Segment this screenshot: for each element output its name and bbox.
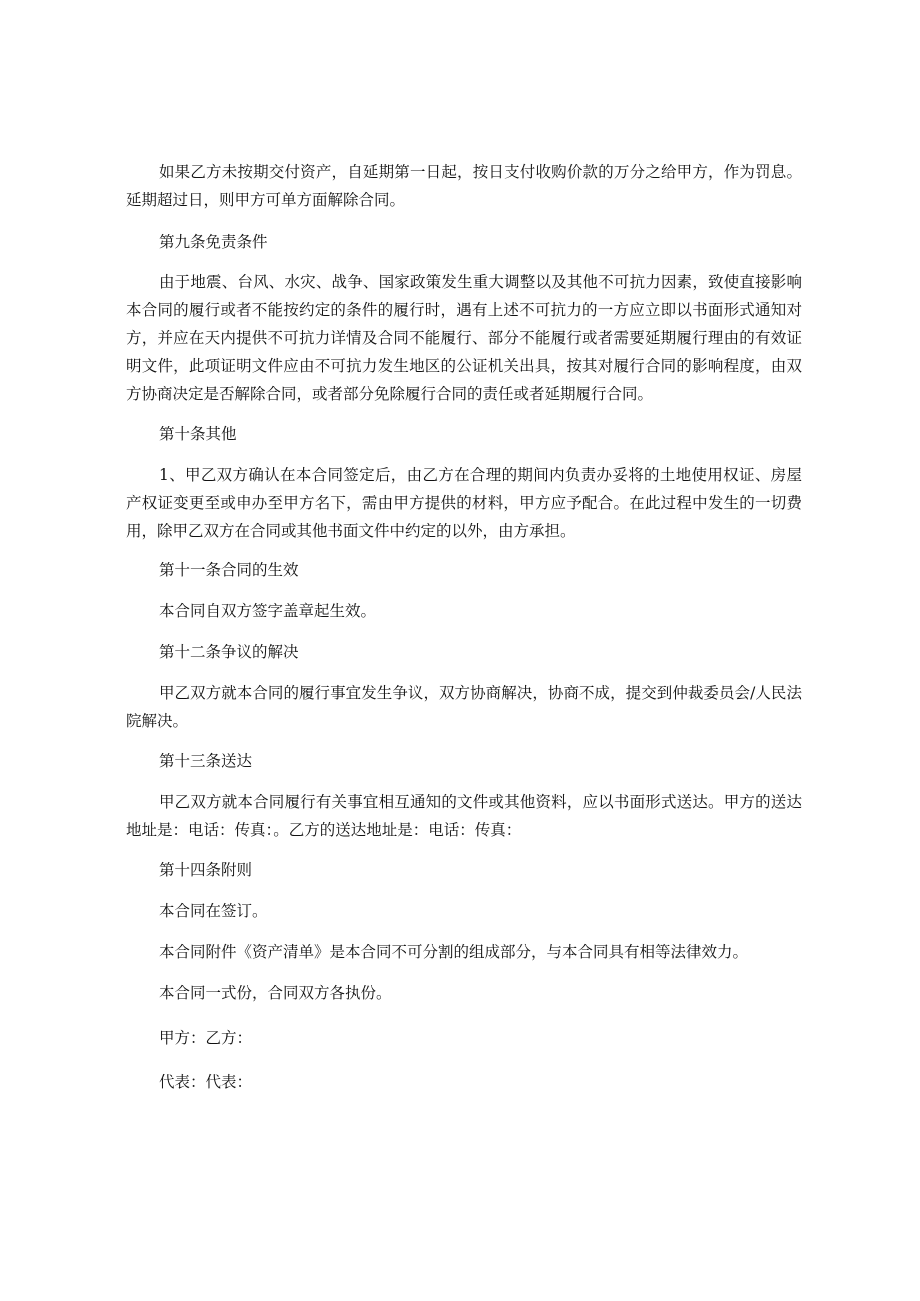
article-10-heading	[126, 420, 802, 448]
paragraph-text: 甲乙双方就本合同的履行事宜发生争议，双方协商解决，协商不成，提交到仲裁委员会/人民法院解决。	[126, 684, 802, 730]
paragraph-text: 本合同一式份，合同双方各执份。	[159, 984, 392, 1002]
paragraph-other-terms	[126, 461, 802, 545]
paragraph-signing	[126, 897, 802, 925]
article-14-heading	[126, 856, 802, 884]
paragraph-force-majeure	[126, 268, 802, 408]
article-12-heading	[126, 638, 802, 666]
paragraph-attachment	[126, 938, 802, 966]
signature-text: 代表：代表：	[159, 1073, 253, 1091]
paragraph-effectiveness	[126, 597, 802, 625]
article-13-heading	[126, 747, 802, 775]
article-9-heading	[126, 228, 802, 256]
signature-parties	[126, 1024, 802, 1052]
paragraph-text: 由于地震、台风、水灾、战争、国家政策发生重大调整以及其他不可抗力因素，致使直接影响本合同的履行或者不能按约定的条件的履行时，遇有上述不可抗力的一方应立即以书面形式通知对方，并应在天内提供不可抗力详情及合同不能履行、部分不能履行或者需要延期履行理由的有效证明文件，此项证明文件应由不可抗力发生地区的公证机关出具，按其对履行合同的影响程度，由双方协商决定是否解除合同，或者部分免除履行合同的责任或者延期履行合同。	[126, 273, 802, 403]
heading-text: 第十四条附则	[159, 861, 253, 879]
paragraph-dispute	[126, 679, 802, 735]
heading-text: 第十一条合同的生效	[159, 561, 299, 579]
paragraph-copies	[126, 979, 802, 1007]
heading-text: 第十条其他	[159, 425, 237, 443]
paragraph-text: 本合同在签订。	[159, 902, 268, 920]
paragraph-delivery	[126, 788, 802, 844]
paragraph-text: 甲乙双方就本合同履行有关事宜相互通知的文件或其他资料，应以书面形式送达。甲方的送达地址是：电话：传真：。乙方的送达地址是：电话：传真：	[126, 793, 802, 839]
paragraph-text: 本合同自双方签字盖章起生效。	[159, 602, 377, 620]
paragraph-text: 本合同附件《资产清单》是本合同不可分割的组成部分，与本合同具有相等法律效力。	[159, 943, 749, 961]
signature-representatives	[126, 1068, 802, 1096]
paragraph-delay-penalty	[126, 158, 802, 214]
article-11-heading	[126, 556, 802, 584]
heading-text: 第九条免责条件	[159, 233, 268, 251]
heading-text: 第十二条争议的解决	[159, 643, 299, 661]
paragraph-text: 1、甲乙双方确认在本合同签定后，由乙方在合理的期间内负责办妥将的土地使用权证、房屋产权证变更至或申办至甲方名下，需由甲方提供的材料，甲方应予配合。在此过程中发生的一切费用，除甲乙双方在合同或其他书面文件中约定的以外，由方承担。	[126, 466, 802, 540]
signature-text: 甲方：乙方：	[159, 1029, 253, 1047]
heading-text: 第十三条送达	[159, 752, 253, 770]
paragraph-text: 如果乙方未按期交付资产，自延期第一日起，按日支付收购价款的万分之给甲方，作为罚息。延期超过日，则甲方可单方面解除合同。	[126, 163, 802, 209]
